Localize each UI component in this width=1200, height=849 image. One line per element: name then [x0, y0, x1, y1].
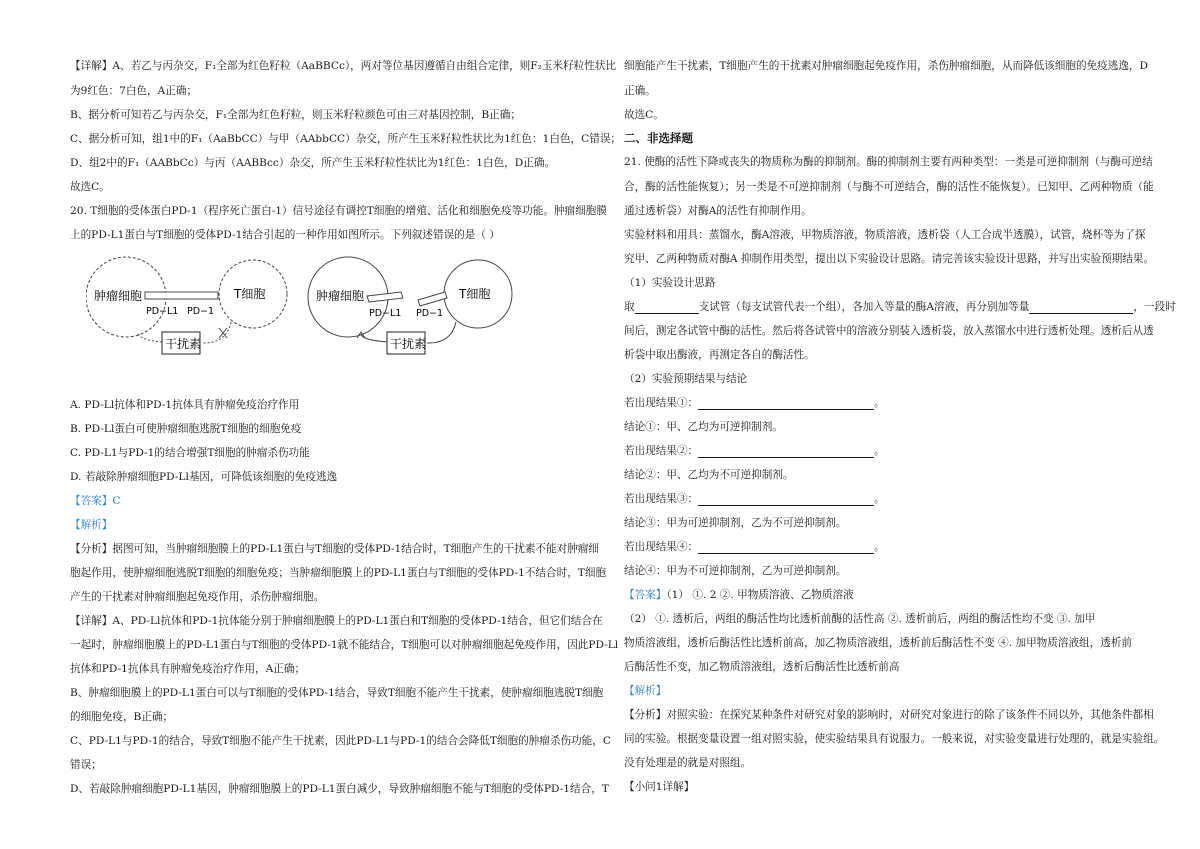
q21-line-1: 21. 使酶的活性下降或丧失的物质称为酶的抑制剂。酶的抑制剂主要有两种类型：一类是可逆抑制剂（与酶可逆结 [624, 156, 1153, 168]
design-text-a: 取 [624, 301, 635, 313]
detail-line-1: 【详解】A、若乙与丙杂交，F₁全部为红色籽粒（AaBBCc），两对等位基因遵循自由组合定律，则F₂玉米籽粒性状比 [70, 60, 617, 72]
answer-line-2: （2） ①. 透析后，两组的酶活性均比透析前酶的活性高 ②. 透析前后，两组的酶活性均不变 ③. 加甲 [624, 613, 1096, 625]
result-4-end: 。 [874, 541, 885, 553]
cont-line-1: 细胞能产生干扰素，T细胞产生的干扰素对肿瘤细胞起免疫作用，杀伤肿瘤细胞，从而降低该细胞的免疫逃逸，D [624, 60, 1149, 72]
q21-line-3: 通过透析袋）对酶A的活性有抑制作用。 [624, 205, 812, 217]
result-1-line [624, 396, 885, 410]
analysis-line-8: 的细胞免疫，B正确； [70, 711, 174, 723]
result-1-blank[interactable] [698, 398, 874, 410]
answer-label: 【答案】C [70, 495, 121, 507]
analysis-label: 【解析】 [70, 519, 113, 531]
interferon-label: 干扰素 [165, 337, 202, 351]
result-2-end: 。 [874, 445, 885, 457]
pd1-separated [418, 292, 447, 306]
design-line-2: 间后，测定各试管中酶的活性。然后将各试管中的溶液分别装入透析袋，放入蒸馏水中进行透析处理。透析后从透 [624, 325, 1154, 337]
analysis-right-line-3: 没有处理是的就是对照组。 [624, 757, 752, 769]
question-20-line-1: 20. T细胞的受体蛋白PD-1（程序死亡蛋白-1）信号途径有调控T细胞的增殖、活化和细胞免疫等功能。肿瘤细胞膜 [70, 205, 607, 217]
option-b: B. PD-Ll蛋白可使肿瘤细胞逃脱T细胞的细胞免疫 [70, 423, 302, 435]
analysis-line-5: 一起时，肿瘤细胞膜上的PD-L1蛋白与T细胞的受体PD-1就不能结合，T细胞可以对肿瘤细胞起免疫作用，因此PD-Ll [70, 639, 619, 651]
pdl1-label: PD−L1 [146, 306, 179, 317]
arrow-t-to-interferon-2 [427, 322, 456, 343]
design-text-b: 支试管（每支试管代表一个组），各加入等量的酶A溶液，再分别加等量 [698, 301, 1030, 313]
analysis-label-right: 【解析】 [624, 685, 667, 697]
result-2-label: 若出现结果②： [624, 445, 699, 457]
analysis-right-line-2: 同的实验。根据变量设置一组对照实验，使实验结果具有说服力。一般来说，对实验变量进行处理的，就是实验组。 [624, 733, 1165, 745]
q21-line-5: 究甲、乙两种物质对酶A 抑制作用类型，提出以下实验设计思路。请完善该实验设计思路，并写出实验预期结果。 [624, 253, 1155, 265]
answer-line-4: 后酶活性不变，加乙物质溶液组，透析后酶活性比透析前高 [624, 661, 900, 673]
result-2-line [624, 444, 885, 458]
tumor-cell-label: 肿瘤细胞 [94, 289, 143, 303]
conclusion-4: 结论④：甲为不可逆抑制剂，乙为可逆抑制剂。 [624, 565, 847, 577]
question-20-line-2: 上的PD-L1蛋白与T细胞的受体PD-1结合引起的一种作用如图所示。下列叙述错误的是（ ） [70, 229, 500, 241]
analysis-line-3: 产生的干扰素对肿瘤细胞起免疫作用，杀伤肿瘤细胞。 [70, 591, 325, 603]
answer-line-1 [624, 588, 854, 602]
analysis-line-9: C、PD-L1与PD-1的结合，导致T细胞不能产生干扰素，因此PD-L1与PD-1的结合会降低T细胞的肿瘤杀伤功能，C [70, 735, 611, 747]
conclusion-1: 结论①：甲、乙均为可逆抑制剂。 [624, 421, 783, 433]
analysis-line-10: 错误； [70, 759, 102, 771]
design-line-1 [624, 300, 1176, 314]
result-4-blank[interactable] [698, 542, 874, 554]
analysis-line-11: D、若敲除肿瘤细胞PD-L1基因，肿瘤细胞膜上的PD-L1蛋白减少，导致肿瘤细胞不能与T细胞的受体PD-1结合，T [70, 783, 609, 795]
result-1-end: 。 [874, 397, 885, 409]
option-d: D. 若敲除肿瘤细胞PD-Ll基因，可降低该细胞的免疫逃逸 [70, 471, 338, 483]
answer-part-1: （1） ①. 2 ②. 甲物质溶液、乙物质溶液 [666, 589, 854, 601]
cont-line-2: 正确。 [624, 85, 656, 97]
result-3-line [624, 492, 885, 506]
design-line-3: 析袋中取出酶液，再测定各自的酶活性。 [624, 349, 815, 361]
option-c: C. PD-L1与PD-1的结合增强T细胞的肿瘤杀伤功能 [70, 447, 310, 459]
pd1-label-2: PD−1 [416, 308, 444, 319]
analysis-line-4: 【详解】A、PD-Ll抗体和PD-1抗体能分别于肿瘤细胞膜上的PD-L1蛋白和T细胞的受体PD-1结合，但它们结合在 [70, 615, 603, 627]
result-3-label: 若出现结果③： [624, 493, 699, 505]
t-cell-label: T细胞 [234, 287, 266, 301]
q21-line-2: 合，酶的活性能恢复）；另一类是不可逆抑制剂（与酶不可逆结合，酶的活性不能恢复）。已知甲、乙两种物质（能 [624, 181, 1154, 193]
option-a: A. PD-Ll抗体和PD-1抗体具有肿瘤免疫治疗作用 [70, 399, 300, 411]
result-1-label: 若出现结果①： [624, 397, 699, 409]
blank-count[interactable] [635, 302, 699, 314]
pd1-label: PD−1 [187, 306, 215, 317]
result-3-blank[interactable] [698, 494, 874, 506]
tumor-cell-label-2: 肿瘤细胞 [316, 289, 365, 303]
analysis-right-line-1: 【分析】对照实验：在探究某种条件对研究对象的影响时，对研究对象进行的除了该条件不同以外，其他条件都相 [624, 709, 1154, 721]
result-2-blank[interactable] [698, 446, 874, 458]
result-4-line [624, 540, 885, 554]
detail-line-4: C、据分析可知，组1中的F₁（AaBbCC）与甲（AAbbCC）杂交，所产生玉米籽粒性状比为1红色：1白色，C错误； [70, 133, 622, 145]
detail-line-3: B、据分析可知若乙与丙杂交，F₁全部为红色籽粒，则玉米籽粒颜色可由三对基因控制，B正确； [70, 109, 521, 121]
analysis-line-2: 胞起作用，使肿瘤细胞逃脱T细胞的细胞免疫；当肿瘤细胞膜上的PD-L1蛋白与T细胞的受体PD-1不结合时，T细胞 [70, 567, 607, 579]
choose-line: 故选C。 [70, 181, 110, 193]
sub-question-label: 【小问1详解】 [624, 781, 695, 793]
result-3-end: 。 [874, 493, 885, 505]
right-column [600, 0, 1200, 849]
answer-line-3: 物质溶液组，透析后酶活性比透析前高，加乙物质溶液组，透析前后酶活性不变 ④. 加甲物质溶液组，透析前 [624, 637, 1133, 649]
detail-line-5: D、组2中的F₁（AABbCc）与丙（AABBcc）杂交，所产生玉米籽粒性状比为1红色：1白色，D正确。 [70, 157, 556, 169]
section-title: 二、非选择题 [624, 131, 693, 145]
detail-line-2: 为9红色：7白色，A正确； [70, 85, 198, 97]
blank-substance[interactable] [1029, 302, 1133, 314]
pd1-diagram-svg [86, 252, 516, 368]
q21-line-6: （1）实验设计思路 [624, 277, 716, 289]
pdl1-separated [367, 292, 403, 302]
analysis-line-1: 【分析】据图可知，当肿瘤细胞膜上的PD-L1蛋白与T细胞的受体PD-1结合时，T细胞产生的干扰素不能对肿瘤细 [70, 543, 599, 555]
cont-line-3: 故选C。 [624, 109, 664, 121]
conclusion-3: 结论③：甲为可逆抑制剂，乙为不可逆抑制剂。 [624, 517, 847, 529]
answer-label-right: 【答案】 [624, 589, 667, 601]
arrow-t-to-interferon [202, 322, 231, 343]
pd1-diagram [86, 252, 516, 368]
design-text-c: ，一段时 [1133, 301, 1176, 313]
analysis-line-6: 抗体和PD-1抗体具有肿瘤免疫治疗作用，A正确； [70, 663, 306, 675]
interferon-label-2: 干扰素 [390, 337, 427, 351]
t-cell-label-2: T细胞 [459, 287, 491, 301]
analysis-line-7: B、肿瘤细胞膜上的PD-L1蛋白可以与T细胞的受体PD-1结合，导致T细胞不能产生干扰素，使肿瘤细胞逃脱T细胞 [70, 687, 604, 699]
conclusion-2: 结论②：甲、乙均为不可逆抑制剂。 [624, 469, 794, 481]
receptor-bar [145, 292, 218, 299]
pdl1-label-2: PD−L1 [369, 308, 402, 319]
design-line-4: （2）实验预期结果与结论 [624, 373, 748, 385]
result-4-label: 若出现结果④： [624, 541, 699, 553]
q21-line-4: 实验材料和用具：蒸馏水，酶A溶液，甲物质溶液，物质溶液，透析袋（人工合成半透膜），试管，烧杯等为了探 [624, 229, 1146, 241]
